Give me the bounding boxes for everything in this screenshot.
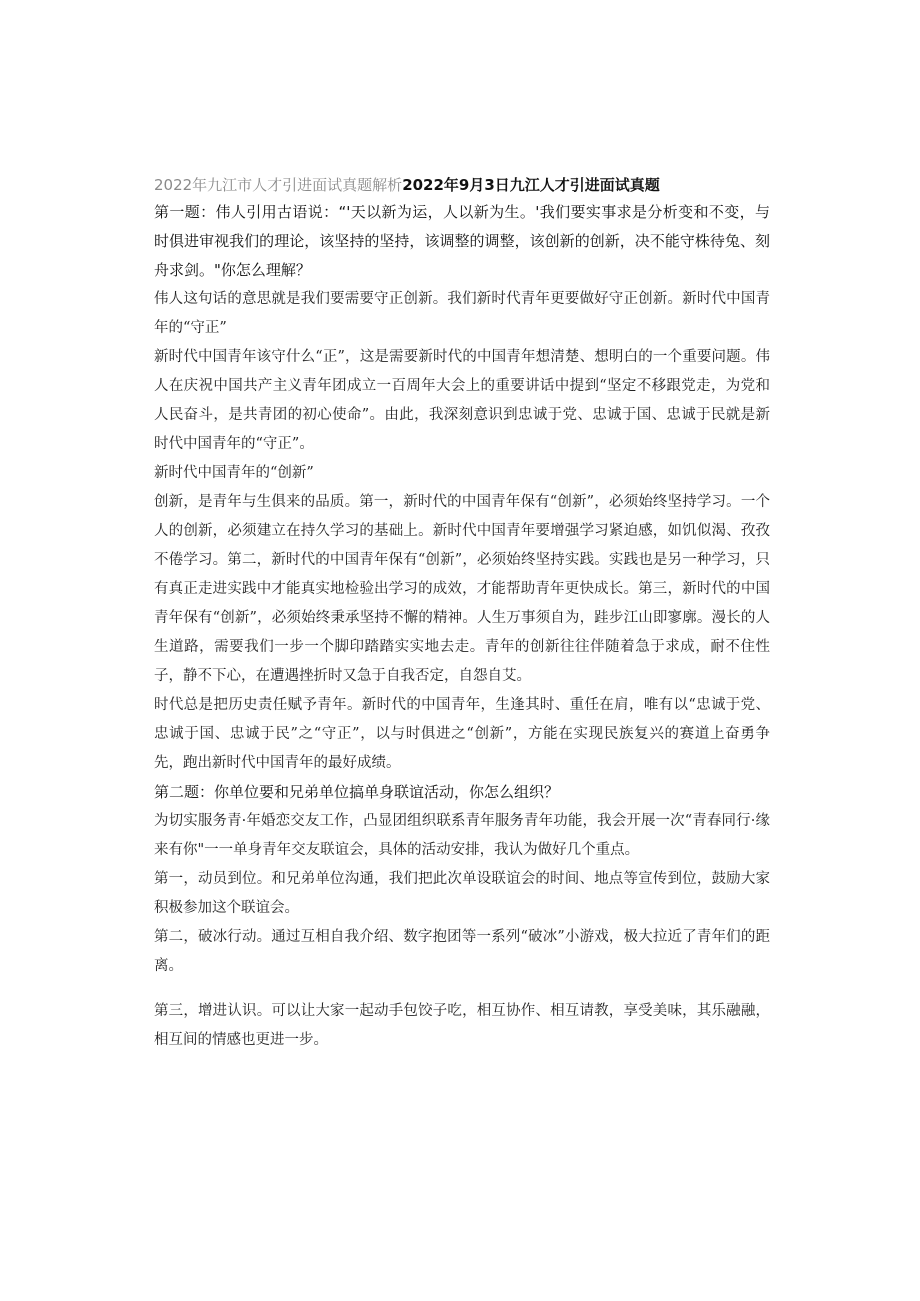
answer-2-paragraph: 为切实服务青·年婚恋交友工作，凸显团组织联系青年服务青年功能，我会开展一次“青春同行·缘来有你"一一单身青年交友联谊会，具体的活动安排，我认为做好几个重点。 <box>154 813 770 858</box>
question-1: 第一题：伟人引用古语说：“'天以新为运，人以新为生。'我们要实事求是分析变和不变，与时俱进审视我们的理论，该坚持的坚持，该调整的调整，该创新的创新，决不能守株待兔、刻舟求剑。"你怎么理解？ <box>154 203 770 279</box>
answer-2-paragraph: 第二，破冰行动。通过互相自我介绍、数字抱团等一系列“破冰”小游戏，极大拉近了青年们的距离。 <box>154 929 770 974</box>
title-bold-part: 2022年9月3日九江人才引进面试真题 <box>402 176 660 194</box>
answer-1-paragraph: 创新，是青年与生俱来的品质。第一，新时代的中国青年保有“创新”，必须始终坚持学习。一个人的创新，必须建立在持久学习的基础上。新时代中国青年要增强学习紧迫感，如饥似渴、孜孜不倦学习。第二，新时代的中国青年保有“创新”，必须始终坚持实践。实践也是另一种学习，只有真正走进实践中才能真实地检验出学习的成效，才能帮助青年更快成长。第三，新时代的中国青年保有“创新”，必须始终秉承坚持不懈的精神。人生万事须自为，跬步江山即寥廓。漫长的人生道路，需要我们一步一个脚印踏踏实实地去走。青年的创新往往伴随着急于求成，耐不住性子，静不下心，在遭遇挫折时又急于自我否定，自怨自艾。 <box>154 494 770 684</box>
document-title <box>154 172 770 198</box>
title-light-part: 2022年九江市人才引进面试真题解析 <box>154 176 403 194</box>
answer-1-paragraph: 时代总是把历史责任赋予青年。新时代的中国青年，生逢其时、重任在肩，唯有以“忠诚于党、忠诚于国、忠诚于民”之“守正”，以与时俱进之“创新”，方能在实现民族复兴的赛道上奋勇争先，跑出新时代中国青年的最好成绩。 <box>154 697 770 771</box>
answer-2-paragraph: 第一，动员到位。和兄弟单位沟通，我们把此次单设联谊会的时间、地点等宣传到位，鼓励大家积极参加这个联谊会。 <box>154 871 770 916</box>
answer-1-paragraph: 新时代中国青年该守什么“正”，这是需要新时代的中国青年想清楚、想明白的一个重要问题。伟人在庆祝中国共产主义青年团成立一百周年大会上的重要讲话中提到“坚定不移跟党走，为党和人民奋斗，是共青团的初心使命”。由此，我深刻意识到忠诚于党、忠诚于国、忠诚于民就是新时代中国青年的“守正”。 <box>154 349 770 452</box>
answer-2-paragraph-last: 第三，增进认识。可以让大家一起动手包饺子吃，相互协作、相互请教，享受美味，其乐融融，相互间的情感也更进一步。 <box>154 1003 770 1048</box>
question-2: 第二题：你单位要和兄弟单位搞单身联谊活动，你怎么组织？ <box>154 783 560 801</box>
document-page <box>154 172 770 1055</box>
answer-1-paragraph: 伟人这句话的意思就是我们要需要守正创新。我们新时代青年更要做好守正创新。新时代中国青年的“守正” <box>154 291 770 336</box>
answer-1-paragraph: 新时代中国青年的“创新” <box>154 465 314 481</box>
